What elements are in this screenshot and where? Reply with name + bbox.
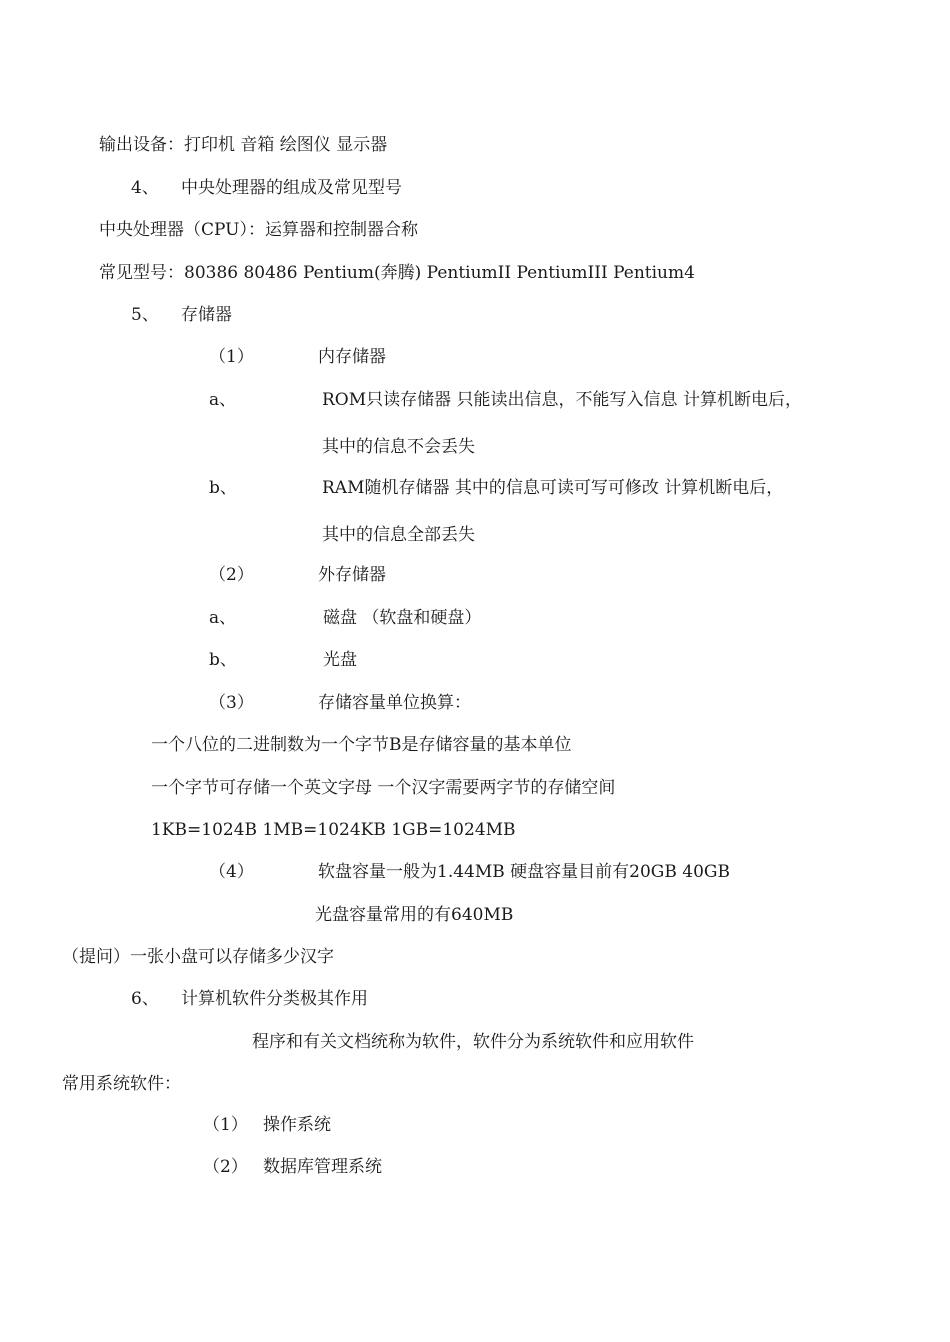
- disk-text: 磁盘 （软盘和硬盘）: [323, 608, 482, 628]
- section-5-heading: 存储器: [181, 305, 232, 325]
- optical-marker: b、: [209, 650, 237, 670]
- mem-1-heading: 内存储器: [318, 347, 386, 367]
- output-devices-line: 输出设备：打印机 音箱 绘图仪 显示器: [99, 135, 388, 155]
- section-6-number: 6、: [131, 989, 159, 1009]
- section-5-number: 5、: [131, 305, 159, 325]
- ram-text-cont: 其中的信息全部丢失: [322, 525, 475, 545]
- byte-storage: 一个字节可存储一个英文字母 一个汉字需要两字节的存储空间: [151, 778, 616, 798]
- capacity-text-cont: 光盘容量常用的有640MB: [315, 905, 514, 925]
- rom-marker: a、: [209, 390, 237, 410]
- software-definition: 程序和有关文档统称为软件，软件分为系统软件和应用软件: [252, 1032, 694, 1052]
- system-software-label: 常用系统软件：: [62, 1074, 181, 1094]
- sw-1-text: 操作系统: [263, 1115, 331, 1135]
- byte-definition: 一个八位的二进制数为一个字节B是存储容量的基本单位: [151, 735, 572, 755]
- sw-2-number: （2）: [203, 1157, 248, 1177]
- mem-4-number: （4）: [209, 862, 254, 882]
- mem-1-number: （1）: [209, 347, 254, 367]
- mem-2-number: （2）: [209, 565, 254, 585]
- capacity-text: 软盘容量一般为1.44MB 硬盘容量目前有20GB 40GB: [318, 862, 730, 882]
- sw-1-number: （1）: [203, 1115, 248, 1135]
- sw-2-text: 数据库管理系统: [263, 1157, 382, 1177]
- ram-text: RAM随机存储器 其中的信息可读可写可修改 计算机断电后，: [322, 478, 784, 498]
- section-4-number: 4、: [131, 178, 159, 198]
- optical-text: 光盘: [323, 650, 357, 670]
- rom-text: ROM只读存储器 只能读出信息，不能写入信息 计算机断电后，: [322, 390, 802, 410]
- mem-3-number: （3）: [209, 693, 254, 713]
- mem-2-heading: 外存储器: [318, 565, 386, 585]
- ram-marker: b、: [209, 478, 237, 498]
- section-4-heading: 中央处理器的组成及常见型号: [181, 178, 402, 198]
- question-line: （提问）一张小盘可以存储多少汉字: [62, 947, 334, 967]
- disk-marker: a、: [209, 608, 237, 628]
- unit-conversion: 1KB=1024B 1MB=1024KB 1GB=1024MB: [151, 820, 516, 840]
- rom-text-cont: 其中的信息不会丢失: [322, 437, 475, 457]
- section-6-heading: 计算机软件分类极其作用: [181, 989, 368, 1009]
- mem-3-heading: 存储容量单位换算：: [318, 693, 471, 713]
- cpu-definition: 中央处理器（CPU）：运算器和控制器合称: [99, 220, 418, 240]
- cpu-models: 常见型号：80386 80486 Pentium(奔腾) PentiumII PentiumIII Pentium4: [99, 263, 695, 283]
